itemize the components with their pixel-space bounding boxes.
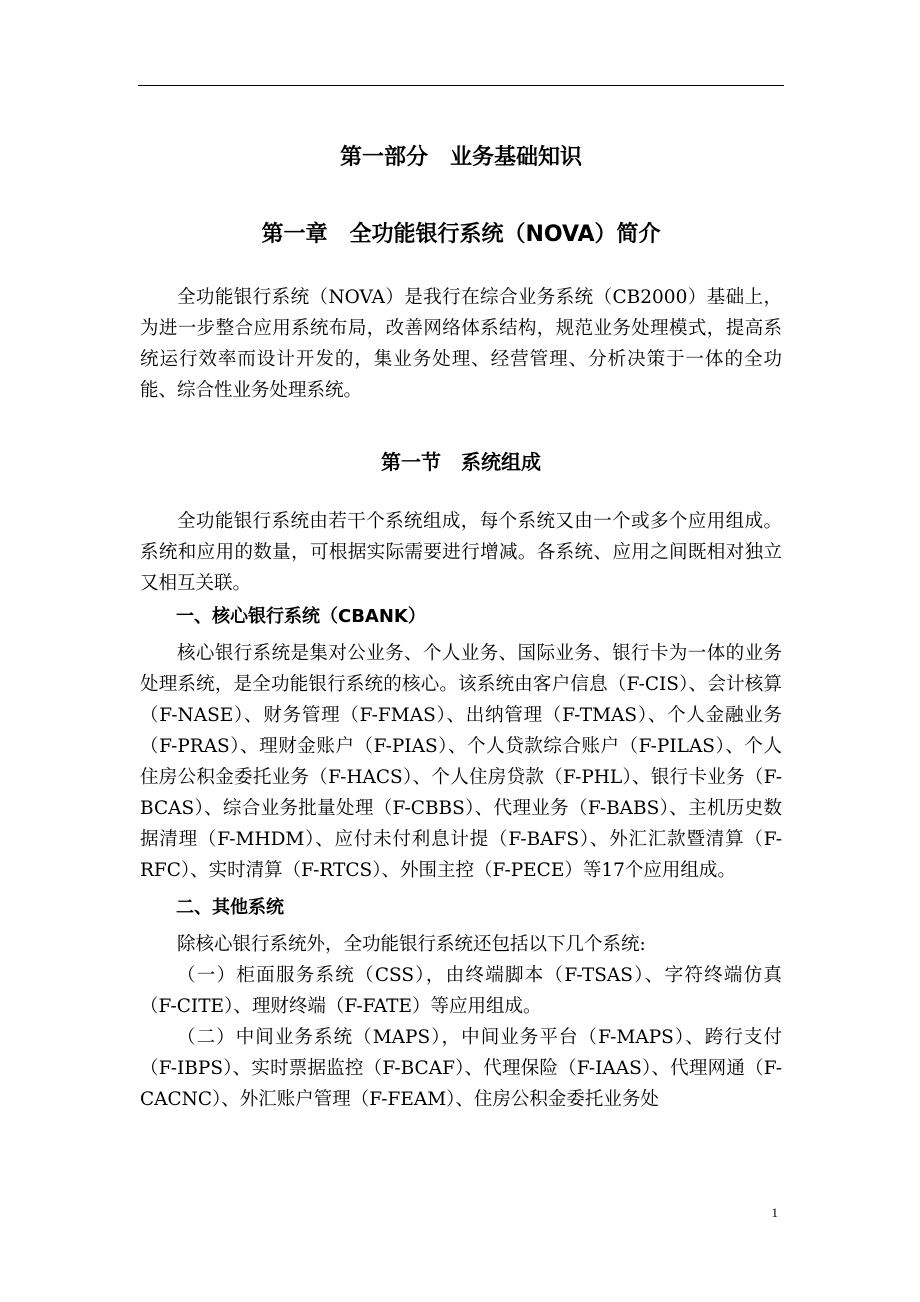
- list-item-counter-service: （一）柜面服务系统（CSS），由终端脚本（F-TSAS）、字符终端仿真（F-CITE）、理财终端（F-FATE）等应用组成。: [140, 965, 782, 1017]
- list-item-intermediary-business: （二）中间业务系统（MAPS），中间业务平台（F-MAPS）、跨行支付（F-IBPS）、实时票据监控（F-BCAF）、代理保险（F-IAAS）、代理网通（F-CACNC）、外汇账户管理（F-FEAM）、住房公积金委托业务处: [140, 1027, 782, 1110]
- subsection-body-core-banking: 核心银行系统是集对公业务、个人业务、国际业务、银行卡为一体的业务处理系统，是全功能银行系统的核心。该系统由客户信息（F-CIS）、会计核算（F-NASE）、财务管理（F-FMAS）、出纳管理（F-TMAS）、个人金融业务（F-PRAS）、理财金账户（F-PIAS）、个人贷款综合账户（F-PILAS）、个人住房公积金委托业务（F-HACS）、个人住房贷款（F-PHL）、银行卡业务（F-BCAS）、综合业务批量处理（F-CBBS）、代理业务（F-BABS）、主机历史数据清理（F-MHDM）、应付未付利息计提（F-BAFS）、外汇汇款暨清算（F-RFC）、实时清算（F-RTCS）、外围主控（F-PECE）等17个应用组成。: [140, 643, 782, 881]
- document-body: [140, 138, 782, 1115]
- subsection-intro-other-systems: 除核心银行系统外，全功能银行系统还包括以下几个系统:: [177, 934, 646, 955]
- subsection-heading-core-banking: 一、核心银行系统（CBANK）: [176, 606, 426, 627]
- section-intro-paragraph: 全功能银行系统由若干个系统组成，每个系统又由一个或多个应用组成。系统和应用的数量，可根据实际需要进行增减。各系统、应用之间既相对独立又相互关联。: [140, 511, 782, 594]
- subsection-heading-other-systems: 二、其他系统: [176, 897, 284, 918]
- chapter-title: 第一章 全功能银行系统（NOVA）简介: [261, 222, 661, 247]
- section-title: 第一节 系统组成: [381, 450, 541, 474]
- intro-paragraph: 全功能银行系统（NOVA）是我行在综合业务系统（CB2000）基础上，为进一步整合应用系统布局，改善网络体系结构，规范业务处理模式，提高系统运行效率而设计开发的，集业务处理、经营管理、分析决策于一体的全功能、综合性业务处理系统。: [140, 287, 782, 401]
- page-number: 1: [771, 1205, 778, 1220]
- header-rule: [138, 85, 784, 86]
- part-title: 第一部分 业务基础知识: [339, 145, 582, 170]
